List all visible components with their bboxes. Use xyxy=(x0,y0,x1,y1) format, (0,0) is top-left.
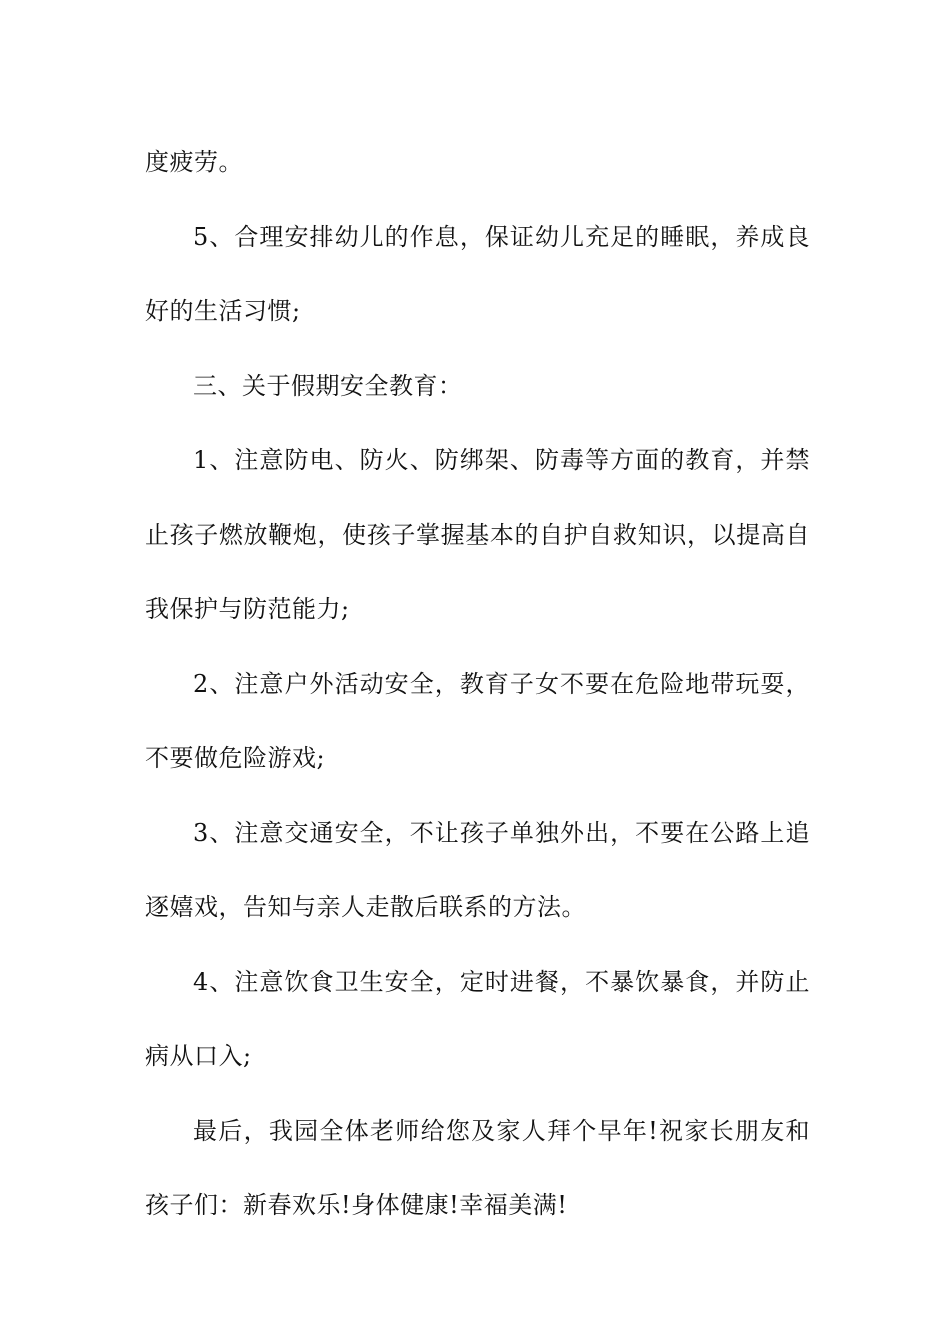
paragraph-item-3-traffic: 3、注意交通安全，不让孩子单独外出，不要在公路上追逐嬉戏，告知与亲人走散后联系的方法。 xyxy=(145,818,810,921)
paragraph-item-5-sleep: 5、合理安排幼儿的作息，保证幼儿充足的睡眠，养成良好的生活习惯; xyxy=(145,222,810,325)
paragraph-item-4-food: 4、注意饮食卫生安全，定时进餐，不暴饮暴食，并防止病从口入; xyxy=(145,967,810,1070)
paragraph-continuation: 度疲劳。 xyxy=(145,148,243,176)
document-body xyxy=(145,125,810,1243)
paragraph-item-1-hazards: 1、注意防电、防火、防绑架、防毒等方面的教育，并禁止孩子燃放鞭炮，使孩子掌握基本的自护自救知识，以提高自我保护与防范能力; xyxy=(145,446,810,623)
paragraph-item-2-outdoor: 2、注意户外活动安全，教育子女不要在危险地带玩耍，不要做危险游戏; xyxy=(145,669,810,772)
section-heading-holiday-safety: 三、关于假期安全教育： xyxy=(193,371,463,400)
paragraph-closing-greeting: 最后，我园全体老师给您及家人拜个早年!祝家长朋友和孩子们：新春欢乐!身体健康!幸福美满! xyxy=(145,1116,810,1219)
